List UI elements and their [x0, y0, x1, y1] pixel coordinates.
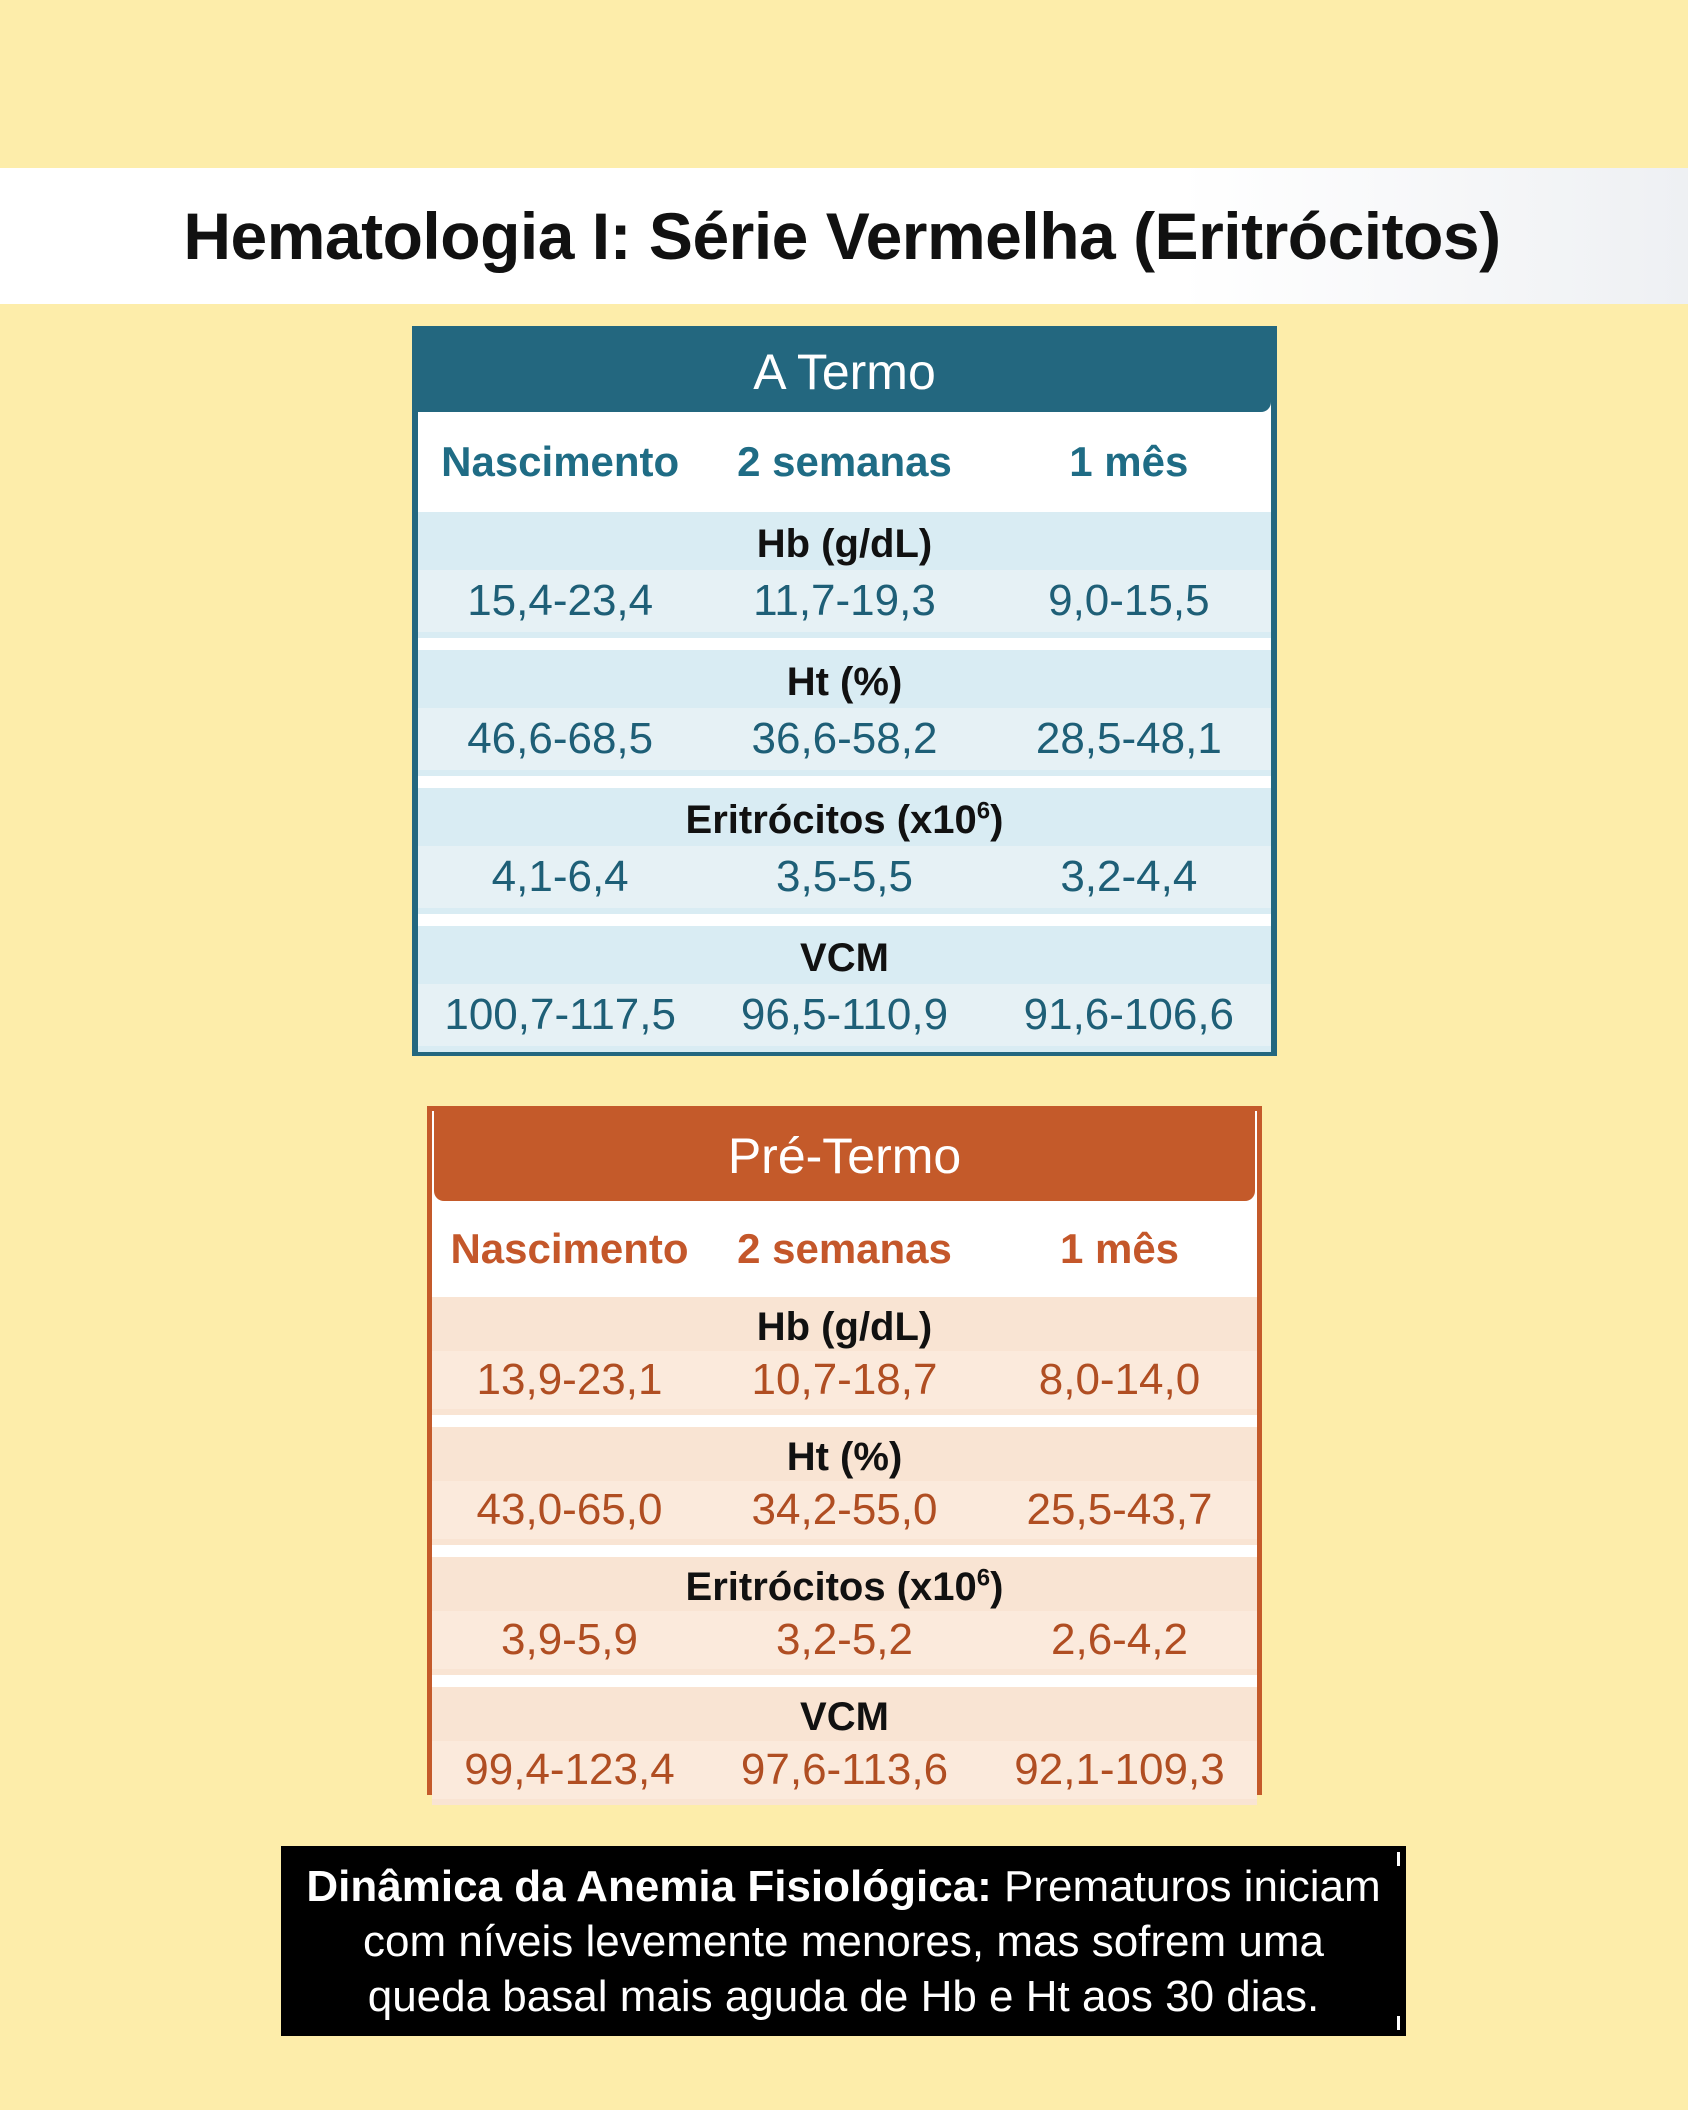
cell-value: 25,5-43,7: [1026, 1485, 1213, 1534]
cell-value: 4,1-6,4: [491, 852, 629, 901]
cell-value: 96,5-110,9: [740, 990, 949, 1039]
table-heading: A Termo: [418, 332, 1271, 412]
row-group-vcm: [432, 1687, 1257, 1805]
cell-value: 2,6-4,2: [1051, 1615, 1188, 1664]
corner-mark: [1389, 2016, 1400, 2030]
corner-mark: [1389, 1852, 1400, 1866]
column-header: Nascimento: [441, 438, 680, 485]
row-label: Hb (g/dL): [756, 1305, 933, 1349]
summary-line: queda basal mais aguda de Hb e Ht aos 30 dias.: [367, 1971, 1320, 2021]
summary-text: [306, 1859, 1380, 2024]
cell-value: 97,6-113,6: [740, 1745, 949, 1794]
row-label-end: ): [990, 1565, 1004, 1609]
cell-value: 3,5-5,5: [776, 852, 913, 901]
row-label: [418, 788, 1271, 846]
row-label-text: Eritrócitos (x10: [685, 798, 977, 842]
summary-line: com níveis levemente menores, mas sofrem uma: [362, 1916, 1324, 1966]
row-label: Ht (%): [786, 660, 903, 704]
column-header: 1 mês: [1059, 1225, 1180, 1272]
cell-value: 46,6-68,5: [467, 714, 654, 763]
row-group-eritrocitos: [418, 788, 1271, 926]
row-group-vcm: [418, 926, 1271, 1052]
cell-value: 3,2-4,4: [1060, 852, 1198, 901]
row-label: Ht (%): [786, 1435, 903, 1479]
row-values: [418, 570, 1271, 632]
title-band: [0, 168, 1688, 304]
row-group-hb: [432, 1297, 1257, 1427]
row-label-text: Eritrócitos (x10: [685, 1565, 977, 1609]
superscript: 6: [976, 797, 991, 825]
cell-value: 99,4-123,4: [464, 1745, 675, 1794]
row-group-hb: [418, 512, 1271, 650]
row-label: VCM: [800, 1695, 889, 1739]
cell-value: 43,0-65,0: [476, 1485, 663, 1534]
summary-note: [281, 1846, 1406, 2036]
row-group-ht: [418, 650, 1271, 788]
column-header: 2 semanas: [737, 1225, 952, 1272]
row-values: [432, 1741, 1257, 1799]
cell-value: 92,1-109,3: [1014, 1745, 1225, 1794]
row-group-ht: [432, 1427, 1257, 1557]
cell-value: 3,2-5,2: [776, 1615, 913, 1664]
table-a-termo: [412, 326, 1277, 1056]
row-label: Hb (g/dL): [756, 522, 933, 566]
row-values: [418, 708, 1271, 770]
cell-value: 36,6-58,2: [751, 714, 938, 763]
row-label: VCM: [800, 936, 889, 980]
summary-line: Prematuros iniciam: [1004, 1861, 1381, 1911]
cell-value: 3,9-5,9: [501, 1615, 638, 1664]
row-values: [418, 846, 1271, 908]
column-header: 2 semanas: [737, 438, 952, 485]
row-values: [418, 984, 1271, 1046]
row-values: [432, 1351, 1257, 1409]
column-header: 1 mês: [1069, 438, 1189, 485]
table-heading: Pré-Termo: [434, 1111, 1255, 1201]
summary-bold: Dinâmica da Anemia Fisiológica:: [306, 1861, 992, 1911]
cell-value: 13,9-23,1: [476, 1355, 663, 1404]
cell-value: 11,7-19,3: [753, 576, 936, 625]
column-headers: [432, 1201, 1257, 1297]
cell-value: 28,5-48,1: [1035, 714, 1222, 763]
row-values: [432, 1611, 1257, 1669]
column-headers: [418, 412, 1271, 512]
cell-value: 8,0-14,0: [1038, 1355, 1201, 1404]
row-label: [432, 1557, 1257, 1611]
row-group-eritrocitos: [432, 1557, 1257, 1687]
superscript: 6: [976, 1564, 991, 1592]
table-pre-termo: [427, 1106, 1262, 1795]
column-header: Nascimento: [450, 1225, 689, 1272]
cell-value: 9,0-15,5: [1048, 576, 1210, 625]
row-values: [432, 1481, 1257, 1539]
cell-value: 34,2-55,0: [751, 1485, 938, 1534]
page-title: Hematologia I: Série Vermelha (Eritrócitos): [183, 199, 1501, 273]
cell-value: 91,6-106,6: [1023, 990, 1235, 1039]
row-label-end: ): [990, 798, 1004, 842]
cell-value: 100,7-117,5: [444, 990, 676, 1039]
cell-value: 10,7-18,7: [751, 1355, 938, 1404]
cell-value: 15,4-23,4: [467, 576, 654, 625]
